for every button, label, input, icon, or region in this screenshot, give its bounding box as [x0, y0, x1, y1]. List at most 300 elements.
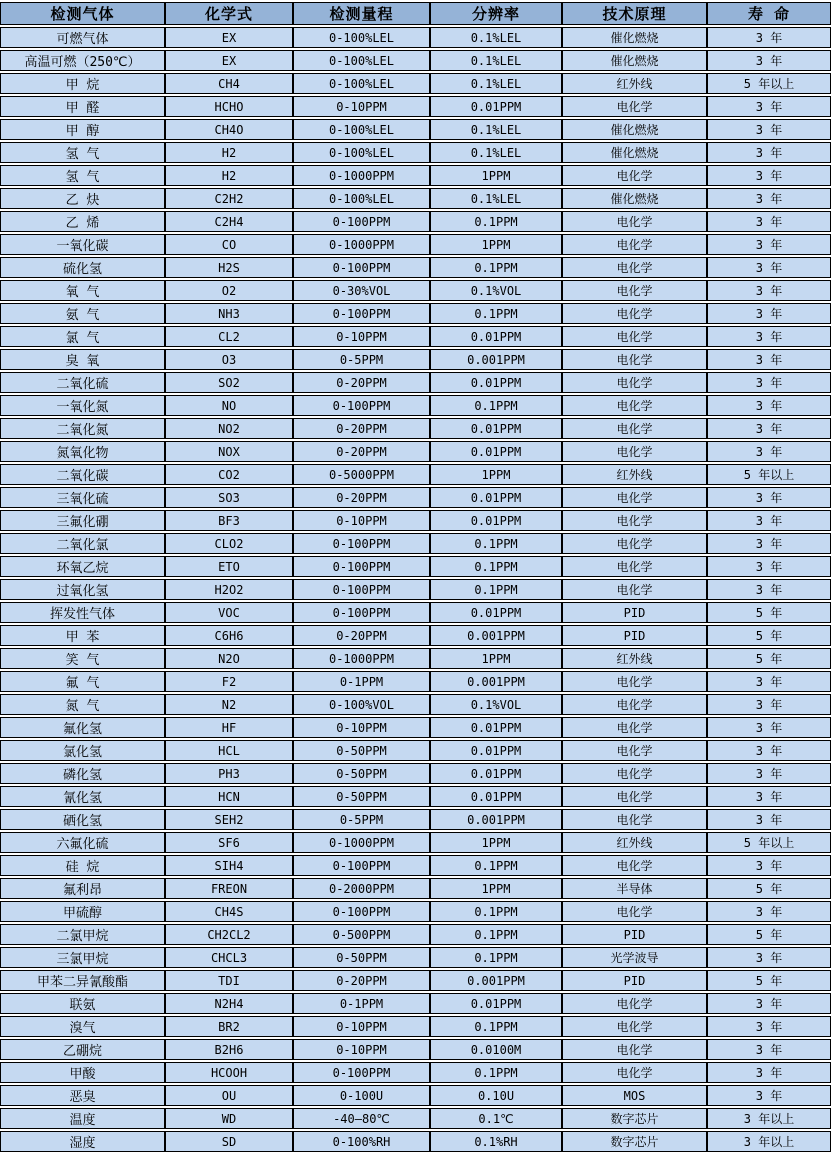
cell-gas: 二氧化碳 [0, 464, 165, 485]
table-row [0, 901, 831, 922]
cell-resolution: 0.1PPM [430, 556, 562, 577]
cell-formula: SIH4 [165, 855, 293, 876]
column-header-gas: 检测气体 [0, 2, 165, 25]
cell-resolution: 0.01PPM [430, 418, 562, 439]
table-row [0, 533, 831, 554]
cell-formula: BR2 [165, 1016, 293, 1037]
cell-formula: EX [165, 50, 293, 71]
cell-principle: 电化学 [562, 303, 707, 324]
cell-range: 0-20PPM [293, 625, 430, 646]
cell-formula: PH3 [165, 763, 293, 784]
cell-range: 0-10PPM [293, 1016, 430, 1037]
cell-formula: C2H4 [165, 211, 293, 232]
cell-formula: H2O2 [165, 579, 293, 600]
cell-principle: 催化燃烧 [562, 119, 707, 140]
cell-range: 0-1000PPM [293, 832, 430, 853]
cell-principle: 催化燃烧 [562, 142, 707, 163]
column-header-range: 检测量程 [293, 2, 430, 25]
cell-gas: 氟 气 [0, 671, 165, 692]
cell-formula: H2 [165, 142, 293, 163]
cell-lifespan: 3 年 [707, 27, 831, 48]
cell-principle: 电化学 [562, 740, 707, 761]
cell-range: 0-5PPM [293, 349, 430, 370]
cell-resolution: 0.1%VOL [430, 280, 562, 301]
cell-principle: 电化学 [562, 234, 707, 255]
cell-formula: HCHO [165, 96, 293, 117]
cell-lifespan: 3 年 [707, 280, 831, 301]
cell-principle: 电化学 [562, 671, 707, 692]
cell-range: 0-100%VOL [293, 694, 430, 715]
cell-lifespan: 3 年 [707, 1085, 831, 1106]
cell-range: 0-100PPM [293, 257, 430, 278]
cell-principle: 电化学 [562, 1016, 707, 1037]
cell-lifespan: 3 年 [707, 119, 831, 140]
cell-gas: 乙 炔 [0, 188, 165, 209]
cell-resolution: 0.01PPM [430, 487, 562, 508]
cell-principle: 电化学 [562, 418, 707, 439]
cell-resolution: 0.1PPM [430, 211, 562, 232]
cell-formula: NO2 [165, 418, 293, 439]
cell-formula: CH4 [165, 73, 293, 94]
cell-principle: 电化学 [562, 372, 707, 393]
table-row [0, 579, 831, 600]
cell-range: 0-100%LEL [293, 50, 430, 71]
cell-gas: 过氧化氢 [0, 579, 165, 600]
table-row [0, 372, 831, 393]
table-row [0, 487, 831, 508]
cell-gas: 二氧化氯 [0, 533, 165, 554]
cell-lifespan: 5 年以上 [707, 464, 831, 485]
cell-resolution: 1PPM [430, 165, 562, 186]
table-row [0, 395, 831, 416]
cell-range: 0-100%LEL [293, 119, 430, 140]
cell-formula: HF [165, 717, 293, 738]
cell-gas: 氰化氢 [0, 786, 165, 807]
cell-formula: CH4O [165, 119, 293, 140]
cell-formula: F2 [165, 671, 293, 692]
cell-principle: 电化学 [562, 579, 707, 600]
cell-lifespan: 3 年 [707, 510, 831, 531]
table-row [0, 970, 831, 991]
table-row [0, 924, 831, 945]
table-row [0, 947, 831, 968]
cell-gas: 溴气 [0, 1016, 165, 1037]
cell-lifespan: 3 年 [707, 947, 831, 968]
table-row [0, 326, 831, 347]
cell-range: 0-20PPM [293, 487, 430, 508]
cell-gas: 甲 醇 [0, 119, 165, 140]
cell-resolution: 1PPM [430, 878, 562, 899]
cell-range: 0-100%LEL [293, 188, 430, 209]
cell-formula: NOX [165, 441, 293, 462]
cell-formula: CHCL3 [165, 947, 293, 968]
table-row [0, 1039, 831, 1060]
cell-resolution: 0.001PPM [430, 671, 562, 692]
cell-gas: 可燃气体 [0, 27, 165, 48]
cell-resolution: 0.01PPM [430, 326, 562, 347]
cell-formula: SO2 [165, 372, 293, 393]
cell-gas: 环氧乙烷 [0, 556, 165, 577]
cell-gas: 甲硫醇 [0, 901, 165, 922]
cell-formula: NO [165, 395, 293, 416]
cell-formula: VOC [165, 602, 293, 623]
cell-formula: CO [165, 234, 293, 255]
cell-lifespan: 3 年 [707, 395, 831, 416]
cell-formula: EX [165, 27, 293, 48]
cell-principle: 红外线 [562, 73, 707, 94]
cell-formula: CL2 [165, 326, 293, 347]
cell-range: 0-20PPM [293, 441, 430, 462]
cell-principle: 电化学 [562, 993, 707, 1014]
table-row [0, 418, 831, 439]
cell-lifespan: 3 年 [707, 671, 831, 692]
cell-range: 0-100PPM [293, 556, 430, 577]
cell-lifespan: 3 年 [707, 234, 831, 255]
cell-principle: 电化学 [562, 441, 707, 462]
cell-range: 0-50PPM [293, 740, 430, 761]
table-row [0, 119, 831, 140]
cell-lifespan: 3 年以上 [707, 1131, 831, 1152]
cell-resolution: 0.01PPM [430, 602, 562, 623]
cell-principle: PID [562, 602, 707, 623]
column-header-principle: 技术原理 [562, 2, 707, 25]
cell-range: 0-100PPM [293, 602, 430, 623]
table-row [0, 694, 831, 715]
cell-range: 0-100%LEL [293, 27, 430, 48]
table-row [0, 832, 831, 853]
cell-resolution: 0.1PPM [430, 303, 562, 324]
cell-lifespan: 5 年以上 [707, 832, 831, 853]
cell-gas: 恶臭 [0, 1085, 165, 1106]
cell-range: -40—80℃ [293, 1108, 430, 1129]
cell-gas: 氮氧化物 [0, 441, 165, 462]
cell-gas: 甲酸 [0, 1062, 165, 1083]
cell-resolution: 0.1PPM [430, 901, 562, 922]
table-row [0, 855, 831, 876]
cell-lifespan: 5 年 [707, 878, 831, 899]
cell-resolution: 0.01PPM [430, 441, 562, 462]
cell-gas: 挥发性气体 [0, 602, 165, 623]
cell-range: 0-100U [293, 1085, 430, 1106]
cell-gas: 三氧化硫 [0, 487, 165, 508]
table-row [0, 257, 831, 278]
cell-gas: 氯化氢 [0, 740, 165, 761]
cell-formula: CLO2 [165, 533, 293, 554]
table-row [0, 303, 831, 324]
cell-lifespan: 3 年 [707, 165, 831, 186]
table-row [0, 165, 831, 186]
cell-resolution: 0.1PPM [430, 533, 562, 554]
cell-gas: 二氧化氮 [0, 418, 165, 439]
cell-lifespan: 3 年 [707, 740, 831, 761]
cell-lifespan: 3 年 [707, 96, 831, 117]
cell-lifespan: 3 年 [707, 303, 831, 324]
cell-formula: HCOOH [165, 1062, 293, 1083]
table-row [0, 809, 831, 830]
cell-resolution: 0.01PPM [430, 510, 562, 531]
cell-principle: 电化学 [562, 809, 707, 830]
cell-principle: 催化燃烧 [562, 27, 707, 48]
table-row [0, 717, 831, 738]
cell-range: 0-2000PPM [293, 878, 430, 899]
table-row [0, 993, 831, 1014]
cell-lifespan: 3 年 [707, 763, 831, 784]
cell-resolution: 0.1PPM [430, 257, 562, 278]
table-row [0, 73, 831, 94]
cell-resolution: 0.01PPM [430, 740, 562, 761]
cell-resolution: 1PPM [430, 234, 562, 255]
cell-formula: H2 [165, 165, 293, 186]
cell-formula: N2O [165, 648, 293, 669]
column-header-resolution: 分辨率 [430, 2, 562, 25]
cell-range: 0-500PPM [293, 924, 430, 945]
cell-gas: 甲 烷 [0, 73, 165, 94]
cell-lifespan: 3 年 [707, 257, 831, 278]
cell-lifespan: 3 年 [707, 349, 831, 370]
cell-gas: 氟化氢 [0, 717, 165, 738]
cell-range: 0-100PPM [293, 579, 430, 600]
table-row [0, 625, 831, 646]
cell-resolution: 0.1%LEL [430, 73, 562, 94]
cell-principle: 红外线 [562, 648, 707, 669]
cell-gas: 三氯甲烷 [0, 947, 165, 968]
cell-range: 0-100PPM [293, 1062, 430, 1083]
cell-lifespan: 3 年以上 [707, 1108, 831, 1129]
cell-lifespan: 3 年 [707, 1062, 831, 1083]
cell-resolution: 0.01PPM [430, 993, 562, 1014]
cell-lifespan: 5 年 [707, 924, 831, 945]
cell-gas: 乙硼烷 [0, 1039, 165, 1060]
cell-resolution: 0.01PPM [430, 372, 562, 393]
cell-formula: B2H6 [165, 1039, 293, 1060]
table-row [0, 280, 831, 301]
cell-lifespan: 3 年 [707, 855, 831, 876]
cell-gas: 氨 气 [0, 303, 165, 324]
cell-principle: 电化学 [562, 1062, 707, 1083]
cell-gas: 硫化氢 [0, 257, 165, 278]
cell-gas: 一氧化氮 [0, 395, 165, 416]
cell-range: 0-100%LEL [293, 73, 430, 94]
table-row [0, 878, 831, 899]
cell-resolution: 0.01PPM [430, 96, 562, 117]
cell-formula: FREON [165, 878, 293, 899]
cell-principle: 电化学 [562, 855, 707, 876]
table-row [0, 556, 831, 577]
cell-gas: 甲 醛 [0, 96, 165, 117]
cell-gas: 笑 气 [0, 648, 165, 669]
table-row [0, 142, 831, 163]
cell-formula: HCN [165, 786, 293, 807]
cell-resolution: 0.001PPM [430, 625, 562, 646]
table-row [0, 510, 831, 531]
cell-gas: 二氯甲烷 [0, 924, 165, 945]
cell-gas: 磷化氢 [0, 763, 165, 784]
cell-principle: 电化学 [562, 901, 707, 922]
cell-range: 0-10PPM [293, 717, 430, 738]
cell-gas: 湿度 [0, 1131, 165, 1152]
cell-lifespan: 3 年 [707, 142, 831, 163]
cell-principle: PID [562, 625, 707, 646]
cell-lifespan: 5 年 [707, 970, 831, 991]
cell-formula: CH4S [165, 901, 293, 922]
cell-gas: 硅 烷 [0, 855, 165, 876]
cell-resolution: 0.1%LEL [430, 27, 562, 48]
cell-range: 0-5PPM [293, 809, 430, 830]
cell-lifespan: 3 年 [707, 211, 831, 232]
cell-resolution: 0.01PPM [430, 786, 562, 807]
table-row [0, 464, 831, 485]
cell-principle: 半导体 [562, 878, 707, 899]
cell-gas: 硒化氢 [0, 809, 165, 830]
cell-lifespan: 3 年 [707, 418, 831, 439]
cell-range: 0-1000PPM [293, 648, 430, 669]
cell-principle: 电化学 [562, 395, 707, 416]
cell-gas: 氟利昂 [0, 878, 165, 899]
cell-gas: 甲苯二异氰酸酯 [0, 970, 165, 991]
cell-range: 0-100%RH [293, 1131, 430, 1152]
cell-lifespan: 5 年 [707, 648, 831, 669]
cell-resolution: 0.1PPM [430, 855, 562, 876]
cell-lifespan: 3 年 [707, 533, 831, 554]
cell-principle: PID [562, 924, 707, 945]
cell-gas: 氮 气 [0, 694, 165, 715]
cell-lifespan: 3 年 [707, 487, 831, 508]
cell-range: 0-1PPM [293, 993, 430, 1014]
cell-lifespan: 5 年 [707, 602, 831, 623]
cell-range: 0-1000PPM [293, 234, 430, 255]
cell-lifespan: 3 年 [707, 326, 831, 347]
cell-range: 0-20PPM [293, 970, 430, 991]
cell-principle: 数字芯片 [562, 1131, 707, 1152]
cell-formula: C2H2 [165, 188, 293, 209]
column-header-lifespan: 寿 命 [707, 2, 831, 25]
cell-lifespan: 3 年 [707, 901, 831, 922]
cell-principle: MOS [562, 1085, 707, 1106]
cell-range: 0-10PPM [293, 326, 430, 347]
cell-resolution: 0.1PPM [430, 579, 562, 600]
cell-gas: 二氧化硫 [0, 372, 165, 393]
cell-principle: 电化学 [562, 694, 707, 715]
cell-formula: CH2CL2 [165, 924, 293, 945]
cell-formula: H2S [165, 257, 293, 278]
cell-formula: O2 [165, 280, 293, 301]
cell-principle: 电化学 [562, 165, 707, 186]
cell-gas: 温度 [0, 1108, 165, 1129]
cell-lifespan: 3 年 [707, 786, 831, 807]
cell-principle: 数字芯片 [562, 1108, 707, 1129]
cell-principle: 电化学 [562, 533, 707, 554]
cell-principle: 电化学 [562, 96, 707, 117]
cell-formula: O3 [165, 349, 293, 370]
cell-resolution: 0.10U [430, 1085, 562, 1106]
cell-formula: NH3 [165, 303, 293, 324]
cell-range: 0-10PPM [293, 96, 430, 117]
cell-principle: 电化学 [562, 211, 707, 232]
cell-formula: SEH2 [165, 809, 293, 830]
cell-formula: CO2 [165, 464, 293, 485]
cell-resolution: 0.001PPM [430, 349, 562, 370]
table-header-row [0, 2, 831, 25]
cell-formula: OU [165, 1085, 293, 1106]
cell-range: 0-100PPM [293, 533, 430, 554]
cell-formula: SD [165, 1131, 293, 1152]
cell-principle: 电化学 [562, 257, 707, 278]
cell-principle: PID [562, 970, 707, 991]
cell-range: 0-1PPM [293, 671, 430, 692]
cell-resolution: 0.1PPM [430, 947, 562, 968]
cell-principle: 电化学 [562, 1039, 707, 1060]
cell-resolution: 0.1%LEL [430, 142, 562, 163]
cell-formula: N2H4 [165, 993, 293, 1014]
cell-lifespan: 5 年 [707, 625, 831, 646]
table-row [0, 234, 831, 255]
cell-formula: C6H6 [165, 625, 293, 646]
table-row [0, 1062, 831, 1083]
cell-gas: 氯 气 [0, 326, 165, 347]
cell-lifespan: 3 年 [707, 1016, 831, 1037]
cell-resolution: 0.1%LEL [430, 50, 562, 71]
table-row [0, 27, 831, 48]
cell-resolution: 0.01PPM [430, 763, 562, 784]
table-row [0, 349, 831, 370]
cell-principle: 电化学 [562, 763, 707, 784]
cell-resolution: 0.0100M [430, 1039, 562, 1060]
cell-gas: 高温可燃（250℃） [0, 50, 165, 71]
cell-range: 0-100PPM [293, 855, 430, 876]
cell-range: 0-10PPM [293, 1039, 430, 1060]
cell-range: 0-20PPM [293, 372, 430, 393]
cell-resolution: 0.1%VOL [430, 694, 562, 715]
table-row [0, 671, 831, 692]
cell-principle: 电化学 [562, 487, 707, 508]
cell-lifespan: 5 年以上 [707, 73, 831, 94]
cell-lifespan: 3 年 [707, 1039, 831, 1060]
cell-lifespan: 3 年 [707, 188, 831, 209]
cell-lifespan: 3 年 [707, 579, 831, 600]
table-row [0, 648, 831, 669]
cell-range: 0-1000PPM [293, 165, 430, 186]
cell-formula: HCL [165, 740, 293, 761]
cell-lifespan: 3 年 [707, 556, 831, 577]
cell-principle: 电化学 [562, 556, 707, 577]
cell-range: 0-20PPM [293, 418, 430, 439]
table-row [0, 763, 831, 784]
cell-gas: 臭 氧 [0, 349, 165, 370]
cell-range: 0-100PPM [293, 395, 430, 416]
cell-formula: SF6 [165, 832, 293, 853]
column-header-formula: 化学式 [165, 2, 293, 25]
cell-resolution: 0.001PPM [430, 970, 562, 991]
cell-resolution: 0.1%LEL [430, 119, 562, 140]
table-body [0, 27, 831, 1152]
cell-principle: 电化学 [562, 717, 707, 738]
table-row [0, 740, 831, 761]
cell-resolution: 0.01PPM [430, 717, 562, 738]
cell-resolution: 0.1PPM [430, 1016, 562, 1037]
cell-range: 0-30%VOL [293, 280, 430, 301]
cell-resolution: 0.1PPM [430, 395, 562, 416]
cell-formula: BF3 [165, 510, 293, 531]
cell-gas: 六氟化硫 [0, 832, 165, 853]
cell-principle: 红外线 [562, 832, 707, 853]
cell-gas: 氢 气 [0, 165, 165, 186]
cell-principle: 光学波导 [562, 947, 707, 968]
cell-gas: 一氧化碳 [0, 234, 165, 255]
cell-resolution: 1PPM [430, 464, 562, 485]
cell-principle: 电化学 [562, 349, 707, 370]
table-row [0, 96, 831, 117]
table-row [0, 1108, 831, 1129]
